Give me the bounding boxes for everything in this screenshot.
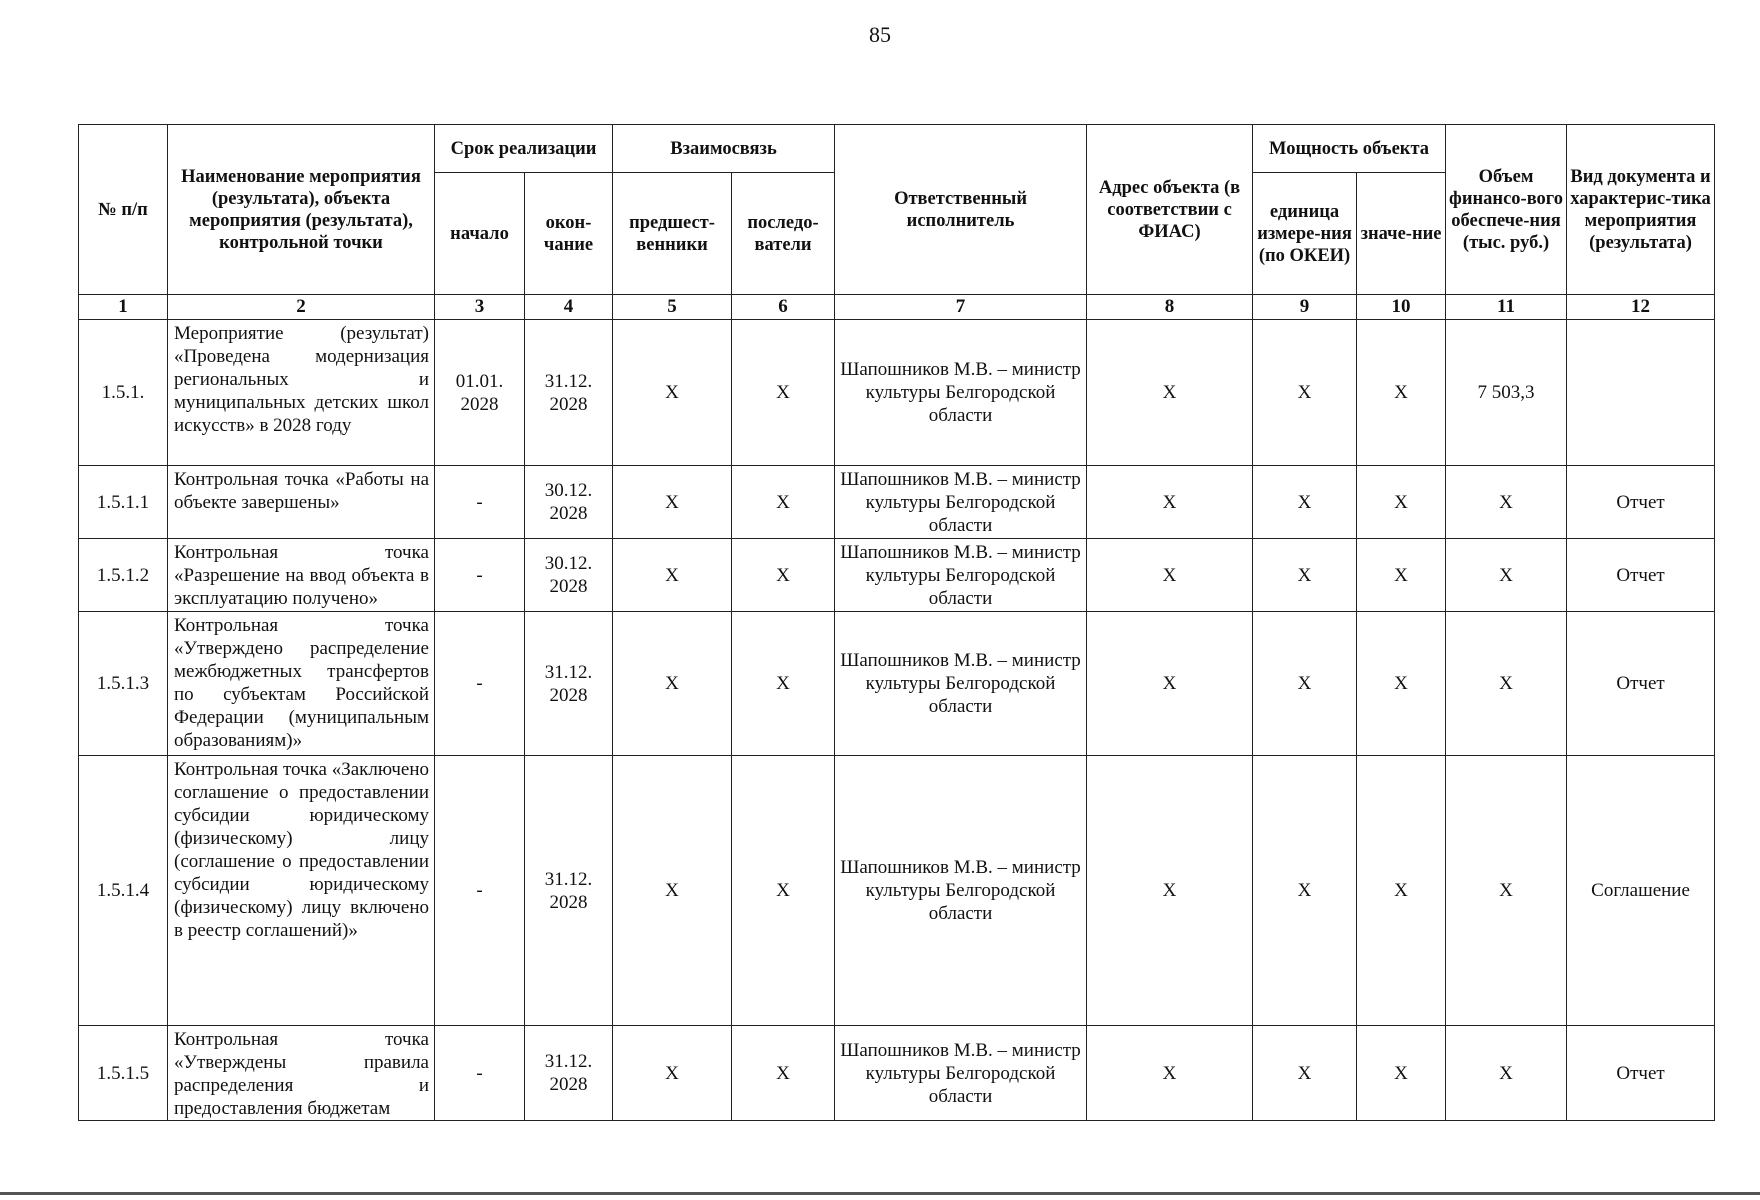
cell-responsible: Шапошников М.В. – министр культуры Белгородской области [835, 539, 1087, 612]
cell-finance: X [1446, 466, 1567, 539]
column-number-row [79, 295, 1715, 320]
header-doc-type: Вид документа и характерис-тика мероприятия (результата) [1567, 125, 1715, 295]
cell-end: 31.12. 2028 [525, 756, 613, 1026]
column-number: 7 [835, 295, 1087, 320]
cell-unit: X [1253, 539, 1357, 612]
cell-doc [1567, 320, 1715, 466]
column-number: 2 [168, 295, 435, 320]
page-number: 85 [869, 22, 891, 47]
header-capacity: Мощность объекта [1253, 125, 1446, 173]
table-row [79, 756, 1715, 1026]
cell-finance: X [1446, 1026, 1567, 1121]
header-relation-next: последо-ватели [732, 173, 835, 295]
cell-name: Контрольная точка «Разрешение на ввод объекта в эксплуатацию получено» [168, 539, 435, 612]
header-relation-prev: предшест-венники [613, 173, 732, 295]
cell-value: X [1357, 612, 1446, 756]
table-row [79, 539, 1715, 612]
cell-start: - [435, 756, 525, 1026]
table-row [79, 612, 1715, 756]
cell-next: X [732, 320, 835, 466]
header-period: Срок реализации [435, 125, 613, 173]
cell-start: - [435, 612, 525, 756]
cell-unit: X [1253, 466, 1357, 539]
column-number: 6 [732, 295, 835, 320]
cell-name: Контрольная точка «Работы на объекте завершены» [168, 466, 435, 539]
header-responsible: Ответственный исполнитель [835, 125, 1087, 295]
cell-prev: X [613, 466, 732, 539]
column-number: 9 [1253, 295, 1357, 320]
cell-next: X [732, 539, 835, 612]
cell-finance: X [1446, 539, 1567, 612]
header-capacity-unit: единица измере-ния (по ОКЕИ) [1253, 173, 1357, 295]
cell-doc: Отчет [1567, 539, 1715, 612]
cell-end: 30.12. 2028 [525, 539, 613, 612]
cell-finance: X [1446, 612, 1567, 756]
cell-unit: X [1253, 320, 1357, 466]
header-capacity-value: значе-ние [1357, 173, 1446, 295]
header-finance: Объем финансо-вого обеспече-ния (тыс. руб.) [1446, 125, 1567, 295]
cell-finance: X [1446, 756, 1567, 1026]
cell-name: Контрольная точка «Заключено соглашение о предоставлении субсидии юридическому (физическому) лицу (соглашение о предоставлении субсидии юридическому (физическому) лицу включено в реестр соглашений)» [168, 756, 435, 1026]
column-number: 11 [1446, 295, 1567, 320]
cell-next: X [732, 612, 835, 756]
cell-responsible: Шапошников М.В. – министр культуры Белгородской области [835, 756, 1087, 1026]
activities-table [78, 124, 1715, 1121]
cell-num: 1.5.1.3 [79, 612, 168, 756]
cell-next: X [732, 466, 835, 539]
column-number: 10 [1357, 295, 1446, 320]
column-number: 8 [1087, 295, 1253, 320]
cell-name: Контрольная точка «Утверждены правила распределения и предоставления бюджетам [168, 1026, 435, 1121]
cell-name: Мероприятие (результат) «Проведена модернизация региональных и муниципальных детских школ искусств» в 2028 году [168, 320, 435, 466]
cell-prev: X [613, 539, 732, 612]
cell-unit: X [1253, 756, 1357, 1026]
cell-unit: X [1253, 1026, 1357, 1121]
cell-address: X [1087, 466, 1253, 539]
header-name: Наименование мероприятия (результата), объекта мероприятия (результата), контрольной точки [168, 125, 435, 295]
header-num: № п/п [79, 125, 168, 295]
cell-prev: X [613, 612, 732, 756]
cell-num: 1.5.1.4 [79, 756, 168, 1026]
cell-address: X [1087, 320, 1253, 466]
cell-name: Контрольная точка «Утверждено распределение межбюджетных трансфертов по субъектам Российской Федерации (муниципальным образованиям)» [168, 612, 435, 756]
cell-end: 31.12. 2028 [525, 320, 613, 466]
cell-end: 31.12. 2028 [525, 1026, 613, 1121]
cell-responsible: Шапошников М.В. – министр культуры Белгородской области [835, 1026, 1087, 1121]
cell-num: 1.5.1. [79, 320, 168, 466]
column-number: 1 [79, 295, 168, 320]
table-header [79, 125, 1715, 320]
cell-responsible: Шапошников М.В. – министр культуры Белгородской области [835, 466, 1087, 539]
cell-unit: X [1253, 612, 1357, 756]
cell-doc: Отчет [1567, 466, 1715, 539]
cell-prev: X [613, 756, 732, 1026]
cell-address: X [1087, 539, 1253, 612]
table-row [79, 320, 1715, 466]
cell-responsible: Шапошников М.В. – министр культуры Белгородской области [835, 320, 1087, 466]
cell-start: 01.01. 2028 [435, 320, 525, 466]
column-number: 3 [435, 295, 525, 320]
table-row [79, 466, 1715, 539]
cell-next: X [732, 756, 835, 1026]
cell-value: X [1357, 466, 1446, 539]
cell-num: 1.5.1.5 [79, 1026, 168, 1121]
cell-start: - [435, 539, 525, 612]
header-period-start: начало [435, 173, 525, 295]
table-row [79, 1026, 1715, 1121]
cell-end: 30.12. 2028 [525, 466, 613, 539]
cell-doc: Соглашение [1567, 756, 1715, 1026]
cell-finance: 7 503,3 [1446, 320, 1567, 466]
cell-value: X [1357, 320, 1446, 466]
cell-end: 31.12. 2028 [525, 612, 613, 756]
column-number: 12 [1567, 295, 1715, 320]
cell-next: X [732, 1026, 835, 1121]
cell-value: X [1357, 539, 1446, 612]
header-address: Адрес объекта (в соответствии с ФИАС) [1087, 125, 1253, 295]
cell-responsible: Шапошников М.В. – министр культуры Белгородской области [835, 612, 1087, 756]
cell-num: 1.5.1.2 [79, 539, 168, 612]
column-number: 4 [525, 295, 613, 320]
cell-value: X [1357, 1026, 1446, 1121]
cell-address: X [1087, 756, 1253, 1026]
cell-prev: X [613, 320, 732, 466]
cell-address: X [1087, 1026, 1253, 1121]
cell-value: X [1357, 756, 1446, 1026]
page-bottom-rule [0, 1192, 1760, 1195]
cell-start: - [435, 466, 525, 539]
column-number: 5 [613, 295, 732, 320]
header-relation: Взаимосвязь [613, 125, 835, 173]
cell-doc: Отчет [1567, 612, 1715, 756]
header-period-end: окон-чание [525, 173, 613, 295]
cell-doc: Отчет [1567, 1026, 1715, 1121]
cell-address: X [1087, 612, 1253, 756]
cell-start: - [435, 1026, 525, 1121]
cell-num: 1.5.1.1 [79, 466, 168, 539]
cell-prev: X [613, 1026, 732, 1121]
